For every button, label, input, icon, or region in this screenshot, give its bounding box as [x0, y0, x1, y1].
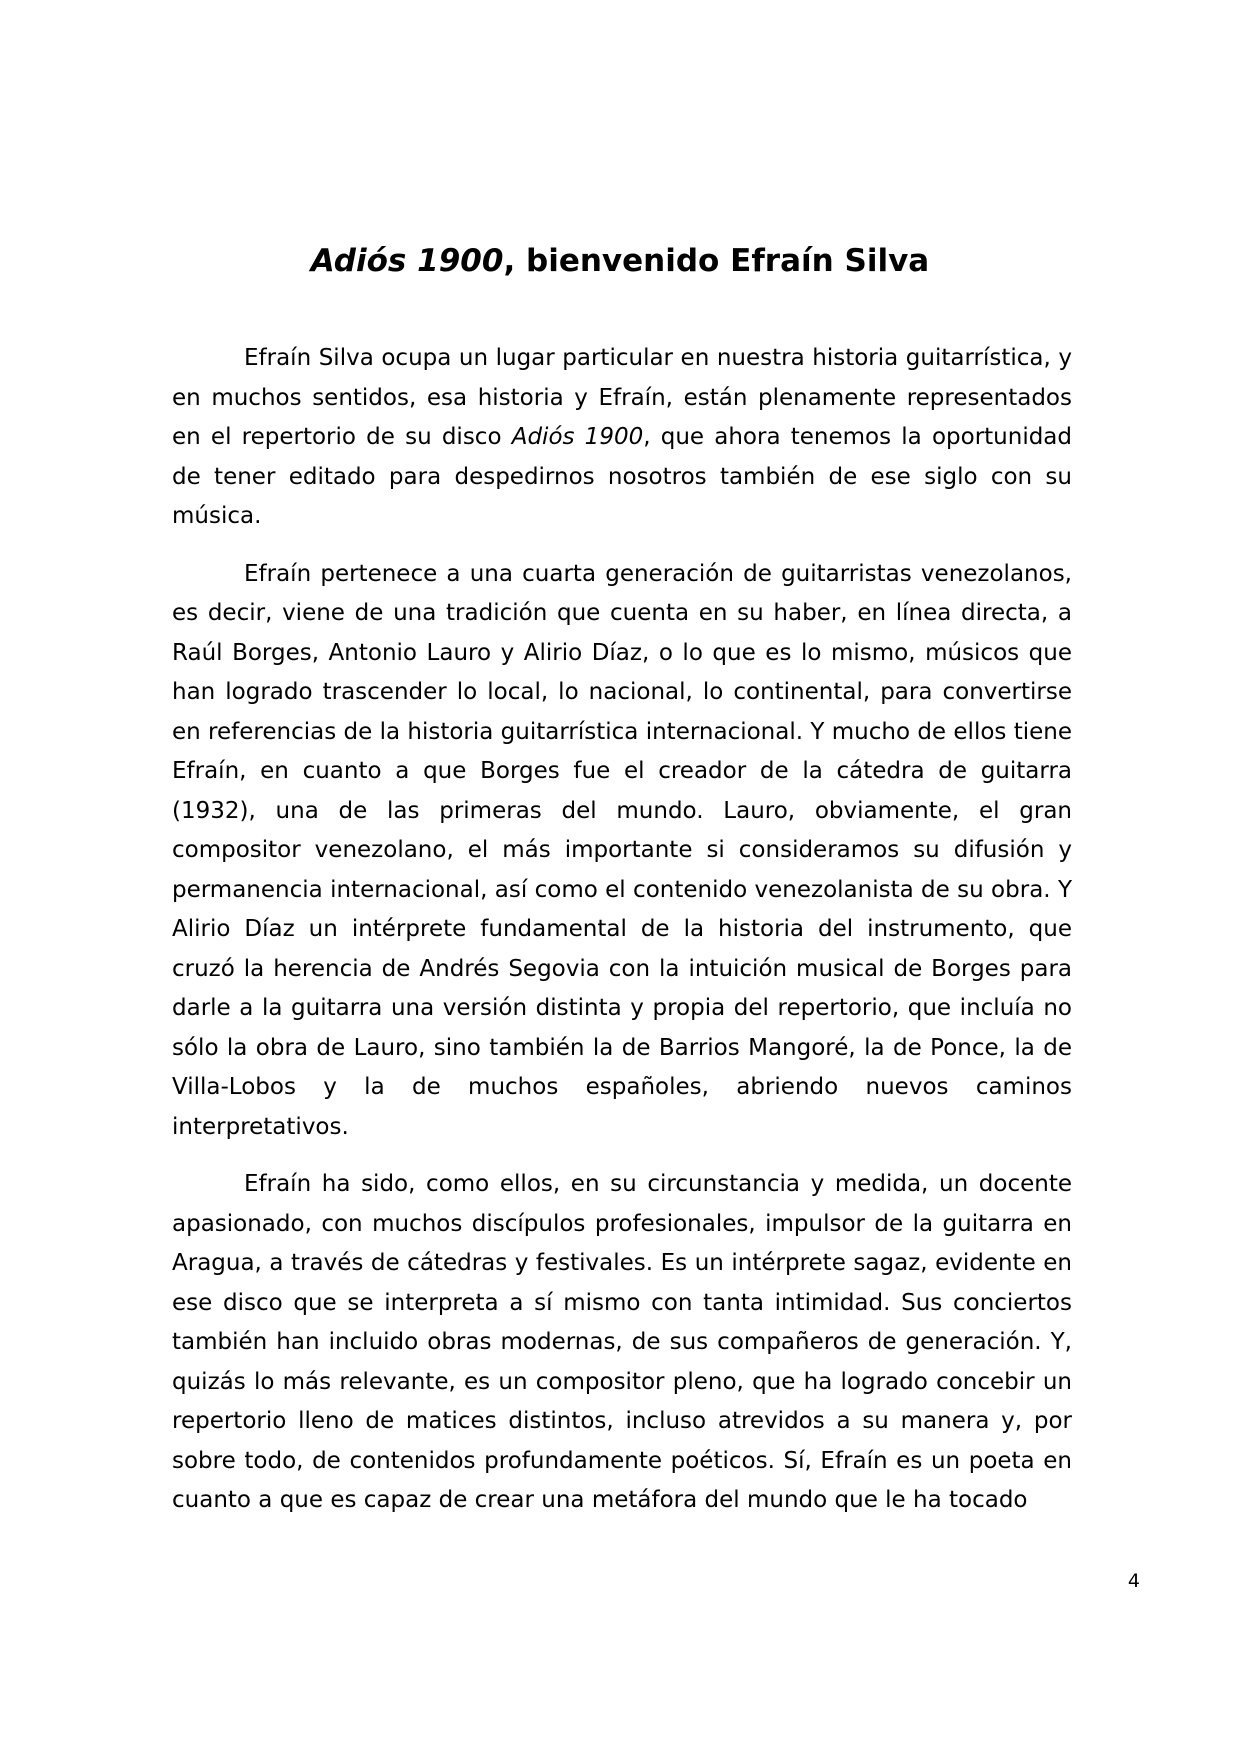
paragraph-1-album-name: Adiós 1900: [511, 424, 644, 450]
title-rest: , bienvenido Efraín Silva: [503, 242, 930, 279]
paragraph-1-text-end: , que ahora tenemos la oportunidad de tener editado para despedirnos nosotros también de ese siglo con su música.: [172, 424, 1073, 529]
title-album-name: Adiós 1900: [310, 242, 504, 279]
paragraph-1-text-start: Efraín Silva ocupa un lugar particular en nuestra historia guitarrística, y en muchos sentidos, esa historia y Efraín, están plenamente representados en el repertorio de su disco: [172, 345, 1072, 450]
paragraph-1: [172, 339, 1072, 537]
paragraph-3: Efraín ha sido, como ellos, en su circunstancia y medida, un docente apasionado, con muchos discípulos profesionales, impulsor de la guitarra en Aragua, a través de cátedras y festivales. Es un intérprete sagaz, evidente en ese disco que se interpreta a sí mismo con tanta intimidad. Sus conciertos también han incluido obras modernas, de sus compañeros de generación. Y, quizás lo más relevante, es un compositor pleno, que ha logrado concebir un repertorio lleno de matices distintos, incluso atrevidos a su manera y, por sobre todo, de contenidos profundamente poéticos. Sí, Efraín es un poeta en cuanto a que es capaz de crear una metáfora del mundo que le ha tocado: [172, 1171, 1072, 1513]
paragraph-2: Efraín pertenece a una cuarta generación de guitarristas venezolanos, es decir, viene de una tradición que cuenta en su haber, en línea directa, a Raúl Borges, Antonio Lauro y Alirio Díaz, o lo que es lo mismo, músicos que han logrado trascender lo local, lo nacional, lo continental, para convertirse en referencias de la historia guitarrística internacional. Y mucho de ellos tiene Efraín, en cuanto a que Borges fue el creador de la cátedra de guitarra (1932), una de las primeras del mundo. Lauro, obviamente, el gran compositor venezolano, el más importante si consideramos su difusión y permanencia internacional, así como el contenido venezolanista de su obra. Y Alirio Díaz un intérprete fundamental de la historia del instrumento, que cruzó la herencia de Andrés Segovia con la intuición musical de Borges para darle a la guitarra una versión distinta y propia del repertorio, que incluía no sólo la obra de Lauro, sino también la de Barrios Mangoré, la de Ponce, la de Villa-Lobos y la de muchos españoles, abriendo nuevos caminos interpretativos.: [172, 560, 1072, 1140]
document-title: [0, 239, 1240, 283]
body-text: [172, 339, 1072, 1521]
page-number: 4: [1127, 1570, 1140, 1592]
